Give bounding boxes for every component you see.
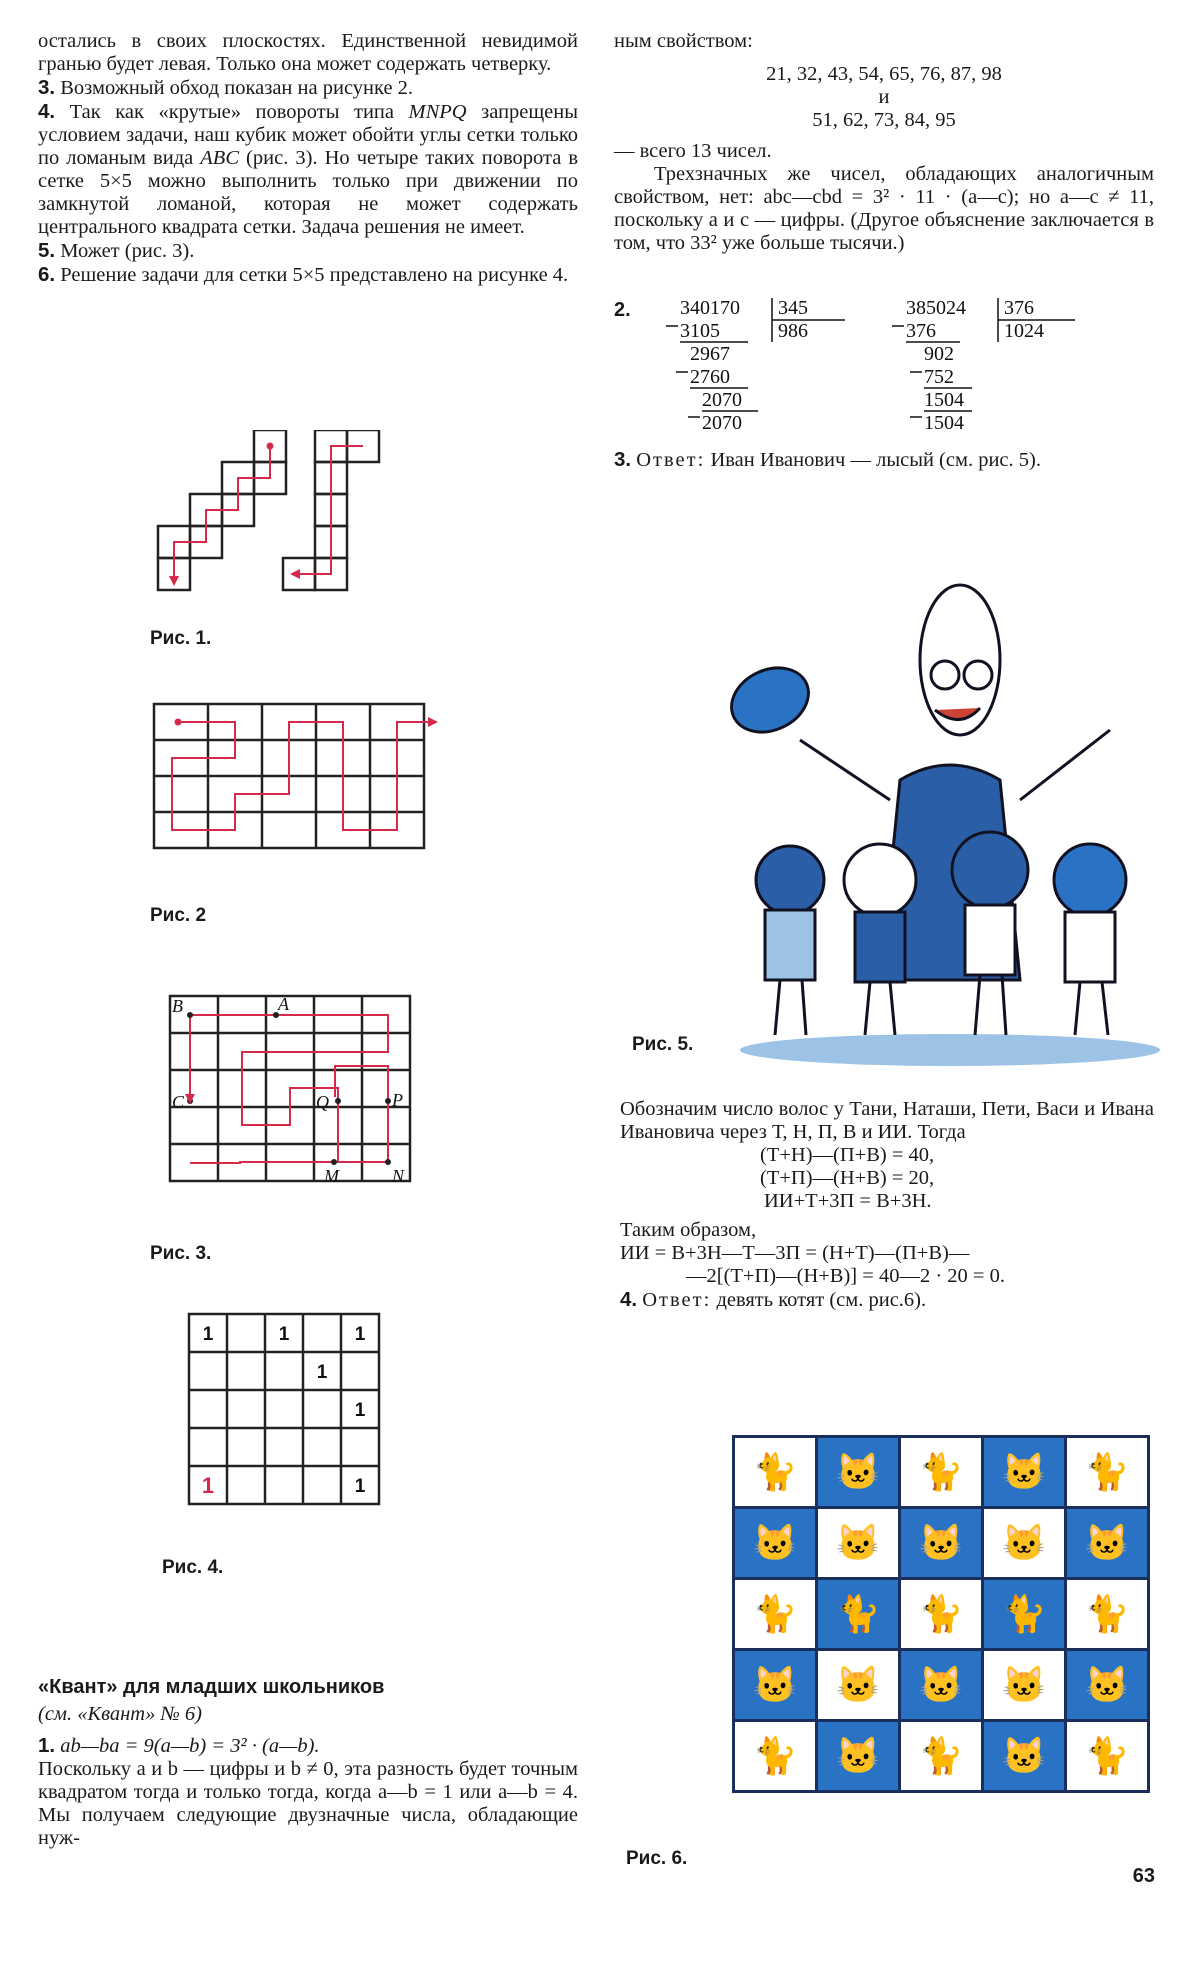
- label-N: N: [392, 1166, 405, 1186]
- caption-fig2: Рис. 2: [150, 905, 207, 926]
- answer-4-right: 4. Ответ: девять котят (см. рис.6).: [620, 1288, 927, 1311]
- solution-1-text: Поскольку a и b — цифры и b ≠ 0, эта разность будет точным квадратом тогда и только тогда, когда a—b = 1 или a—b = 4. Мы получаем следующие двузначные числа, обладающие нуж-: [38, 1758, 578, 1849]
- section-subheading: (см. «Квант» № 6): [38, 1703, 203, 1725]
- equation-5: —2[(Т+П)—(Н+В)] = 40—2 · 20 = 0.: [686, 1265, 1005, 1287]
- division-row: 376: [906, 320, 936, 342]
- right-column-top: [614, 30, 1154, 255]
- numbers-list-2: 51, 62, 73, 84, 95: [812, 109, 956, 131]
- division-row: 2760: [690, 366, 730, 388]
- cell-value-start: 1: [201, 1473, 215, 1498]
- cat-icon: 🐈: [984, 1580, 1064, 1648]
- cat-icon: 🐈: [735, 1580, 815, 1648]
- left-column: [38, 30, 578, 287]
- figure-1: [150, 430, 450, 600]
- hair-solution: [620, 1098, 1154, 1312]
- caption-fig3: Рис. 3.: [150, 1243, 212, 1264]
- solution-1-formula: 1. ab—ba = 9(a—b) = 3² · (a—b).: [38, 1734, 320, 1757]
- equation-1: (Т+Н)—(П+В) = 40,: [760, 1144, 935, 1166]
- cat-icon: 🐈: [1067, 1438, 1147, 1506]
- thus-label: Таким образом,: [620, 1219, 757, 1241]
- cat-icon: 🐈: [1067, 1580, 1147, 1648]
- equation-4: ИИ = В+3Н—Т—3П = (Н+Т)—(П+В)—: [620, 1242, 970, 1264]
- division-row: 752: [924, 366, 954, 388]
- three-digit-paragraph: Трехзначных же чисел, обладающих аналогичным свойством, нет: abc—cbd = 3² · 11 · (a—c); но a—c ≠ 11, поскольку a и c — цифры. (Другое объяснение заключается в том, что 33² уже больше тысячи.): [614, 163, 1154, 254]
- figure-2: [150, 700, 440, 850]
- numbers-list-1: 21, 32, 43, 54, 65, 76, 87, 98: [766, 63, 1002, 85]
- cat-icon: 🐱: [818, 1722, 898, 1790]
- page-number: 63: [1132, 1865, 1155, 1887]
- long-division-2: [880, 296, 1100, 446]
- cell-value: 1: [354, 1400, 366, 1421]
- caption-fig6: Рис. 6.: [626, 1848, 688, 1869]
- division-row: 3105: [680, 320, 720, 342]
- paragraph-continuation: остались в своих плоскостях. Единственной невидимой гранью будет левая. Только она может содержать четверку.: [38, 30, 578, 75]
- figure-4: [185, 1310, 385, 1510]
- hair-paragraph: Обозначим число волос у Тани, Наташи, Пети, Васи и Ивана Ивановича через Т, Н, П, В и ИИ. Тогда: [620, 1098, 1154, 1143]
- cat-icon: 🐱: [1067, 1509, 1147, 1577]
- numbers-total: — всего 13 чисел.: [614, 140, 772, 162]
- paragraph-continuation-right: ным свойством:: [614, 30, 753, 52]
- section-heading: «Квант» для младших школьников: [38, 1676, 385, 1698]
- figure-3: [160, 990, 420, 1190]
- cat-icon: 🐈: [735, 1438, 815, 1506]
- division-row: 902: [924, 343, 954, 365]
- cat-icon: 🐱: [735, 1651, 815, 1719]
- division-row: 1504: [924, 412, 964, 434]
- caption-fig5: Рис. 5.: [632, 1034, 694, 1055]
- dividend: 385024: [906, 297, 966, 319]
- dividend: 340170: [680, 297, 740, 319]
- answer-5: 5. Может (рис. 3).: [38, 239, 195, 262]
- cell-value: 1: [354, 1324, 366, 1345]
- divisor: 345: [778, 297, 808, 319]
- item-2-number: 2.: [614, 299, 631, 321]
- cat-icon: 🐱: [984, 1651, 1064, 1719]
- caption-fig4: Рис. 4.: [162, 1557, 224, 1578]
- answer-4: 4. Так как «крутые» повороты типа MNPQ запрещены условием задачи, наш кубик может обойти углы сетки только по ломаным вида ABC (рис. 3). Но четыре таких поворота в сетке 5×5 можно выполнить только при движении по замкнутой ломаной, которая не может содержать центрального квадрата сетки. Задача решения не имеет.: [38, 100, 579, 238]
- cat-icon: 🐱: [984, 1438, 1064, 1506]
- cat-icon: 🐱: [901, 1509, 981, 1577]
- division-row: 2070: [702, 389, 742, 411]
- cell-value: 1: [278, 1324, 290, 1345]
- equation-3: ИИ+Т+3П = В+3Н.: [764, 1190, 932, 1212]
- quotient: 1024: [1004, 320, 1044, 342]
- cell-value: 1: [354, 1476, 366, 1497]
- junior-section: [38, 1676, 578, 1850]
- label-M: M: [324, 1166, 339, 1186]
- figure-6-cat-grid: [732, 1435, 1150, 1793]
- equation-2: (Т+П)—(Н+В) = 20,: [760, 1167, 935, 1189]
- caption-fig1: Рис. 1.: [150, 628, 212, 649]
- division-row: 1504: [924, 389, 964, 411]
- long-division-1: [640, 296, 860, 446]
- numbers-and: и: [878, 86, 890, 108]
- cat-icon: 🐱: [735, 1509, 815, 1577]
- cat-icon: 🐱: [984, 1722, 1064, 1790]
- figure-5-illustration: [730, 580, 1170, 1070]
- cat-icon: 🐈: [818, 1580, 898, 1648]
- divisor: 376: [1004, 297, 1034, 319]
- answer-6: 6. Решение задачи для сетки 5×5 представлено на рисунке 4.: [38, 263, 569, 286]
- cat-icon: 🐱: [901, 1651, 981, 1719]
- answer-3-right: 3. Ответ: Иван Иванович — лысый (см. рис. 5).: [614, 448, 1041, 471]
- label-C: C: [172, 1092, 185, 1112]
- cat-icon: 🐱: [818, 1438, 898, 1506]
- cat-icon: 🐈: [1067, 1722, 1147, 1790]
- cat-icon: 🐱: [1067, 1651, 1147, 1719]
- division-row: 2967: [690, 343, 730, 365]
- cat-icon: 🐱: [984, 1509, 1064, 1577]
- quotient: 986: [778, 320, 808, 342]
- label-Q: Q: [316, 1092, 329, 1112]
- cell-value: 1: [316, 1362, 328, 1383]
- cat-icon: 🐈: [735, 1722, 815, 1790]
- cat-icon: 🐱: [818, 1651, 898, 1719]
- cell-value: 1: [202, 1324, 214, 1345]
- cat-icon: 🐈: [901, 1580, 981, 1648]
- answer-3: 3. Возможный обход показан на рисунке 2.: [38, 76, 414, 99]
- cat-grid: [732, 1435, 1150, 1793]
- cat-icon: 🐈: [901, 1438, 981, 1506]
- division-row: 2070: [702, 412, 742, 434]
- label-B: B: [172, 996, 183, 1016]
- label-P: P: [392, 1090, 403, 1110]
- cat-icon: 🐱: [818, 1509, 898, 1577]
- label-A: A: [278, 994, 289, 1014]
- cat-icon: 🐈: [901, 1722, 981, 1790]
